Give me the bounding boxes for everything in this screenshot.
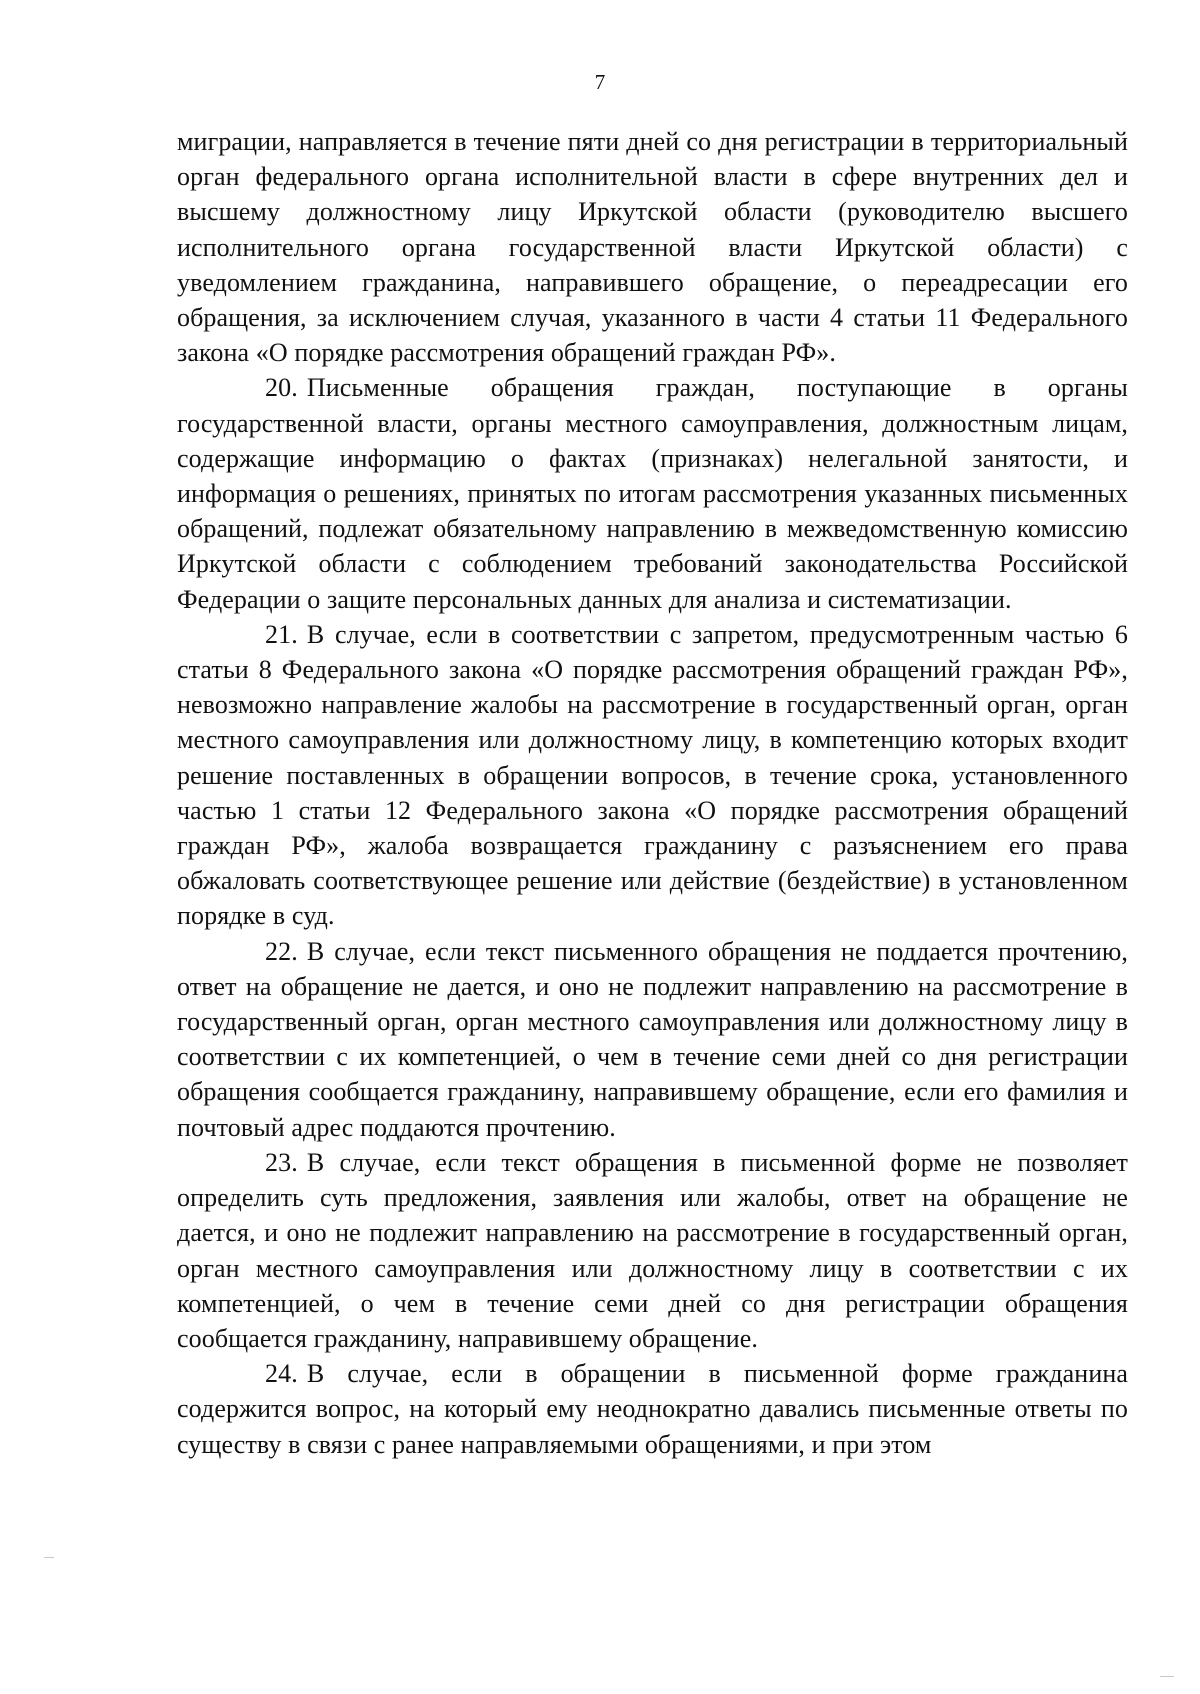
paragraph-21 — [177, 617, 1128, 934]
paragraph-number: 24. — [265, 1359, 298, 1389]
page-number: 7 — [594, 70, 606, 94]
paragraph-24 — [177, 1356, 1128, 1462]
paragraph-number: 20. — [265, 373, 298, 403]
scan-artifact — [1160, 1676, 1174, 1677]
paragraph-number: 23. — [265, 1147, 298, 1177]
document-body — [177, 124, 1128, 1462]
paragraph-text: В случае, если текст обращения в письменной форме не позволяет определить суть предложения, заявления или жалобы, ответ на обращение не дается, и оно не подлежит направлению на рассмотрение в государственный орган, орган местного самоуправления или должностному лицу в соответствии с их компетенцией, о чем в течение семи дней со дня регистрации обращения сообщается гражданину, направившему обращение. — [177, 1147, 1128, 1353]
scan-artifact — [44, 1557, 54, 1558]
paragraph-23 — [177, 1145, 1128, 1356]
paragraph-text: В случае, если в обращении в письменной форме гражданина содержится вопрос, на который ему неоднократно давались письменные ответы по существу в связи с ранее направляемыми обращениями, и при этом — [177, 1359, 1128, 1459]
paragraph-continuation — [177, 124, 1128, 370]
paragraph-text: Письменные обращения граждан, поступающие в органы государственной власти, органы местного самоуправления, должностным лицам, содержащие информацию о фактах (признаках) нелегальной занятости, и информация о решениях, принятых по итогам рассмотрения указанных письменных обращений, подлежат обязательному направлению в межведомственную комиссию Иркутской области с соблюдением требований законодательства Российской Федерации о защите персональных данных для анализа и систематизации. — [177, 373, 1128, 614]
paragraph-number: 21. — [265, 619, 298, 649]
paragraph-20 — [177, 370, 1128, 616]
paragraph-number: 22. — [265, 936, 298, 966]
paragraph-text: миграции, направляется в течение пяти дней со дня регистрации в территориальный орган федерального органа исполнительной власти в сфере внутренних дел и высшему должностному лицу Иркутской области (руководителю высшего исполнительного органа государственной власти Иркутской области) с уведомлением гражданина, направившего обращение, о переадресации его обращения, за исключением случая, указанного в части 4 статьи 11 Федерального закона «О порядке рассмотрения обращений граждан РФ». — [177, 127, 1128, 368]
paragraph-22 — [177, 934, 1128, 1145]
paragraph-text: В случае, если в соответствии с запретом, предусмотренным частью 6 статьи 8 Федерального закона «О порядке рассмотрения обращений граждан РФ», невозможно направление жалобы на рассмотрение в государственный орган, орган местного самоуправления или должностному лицу, в компетенцию которых входит решение поставленных в обращении вопросов, в течение срока, установленного частью 1 статьи 12 Федерального закона «О порядке рассмотрения обращений граждан РФ», жалоба возвращается гражданину с разъяснением его права обжаловать соответствующее решение или действие (бездействие) в установленном порядке в суд. — [177, 619, 1128, 931]
paragraph-text: В случае, если текст письменного обращения не поддается прочтению, ответ на обращение не дается, и оно не подлежит направлению на рассмотрение в государственный орган, орган местного самоуправления или должностному лицу в соответствии с их компетенцией, о чем в течение семи дней со дня регистрации обращения сообщается гражданину, направившему обращение, если его фамилия и почтовый адрес поддаются прочтению. — [177, 936, 1128, 1142]
